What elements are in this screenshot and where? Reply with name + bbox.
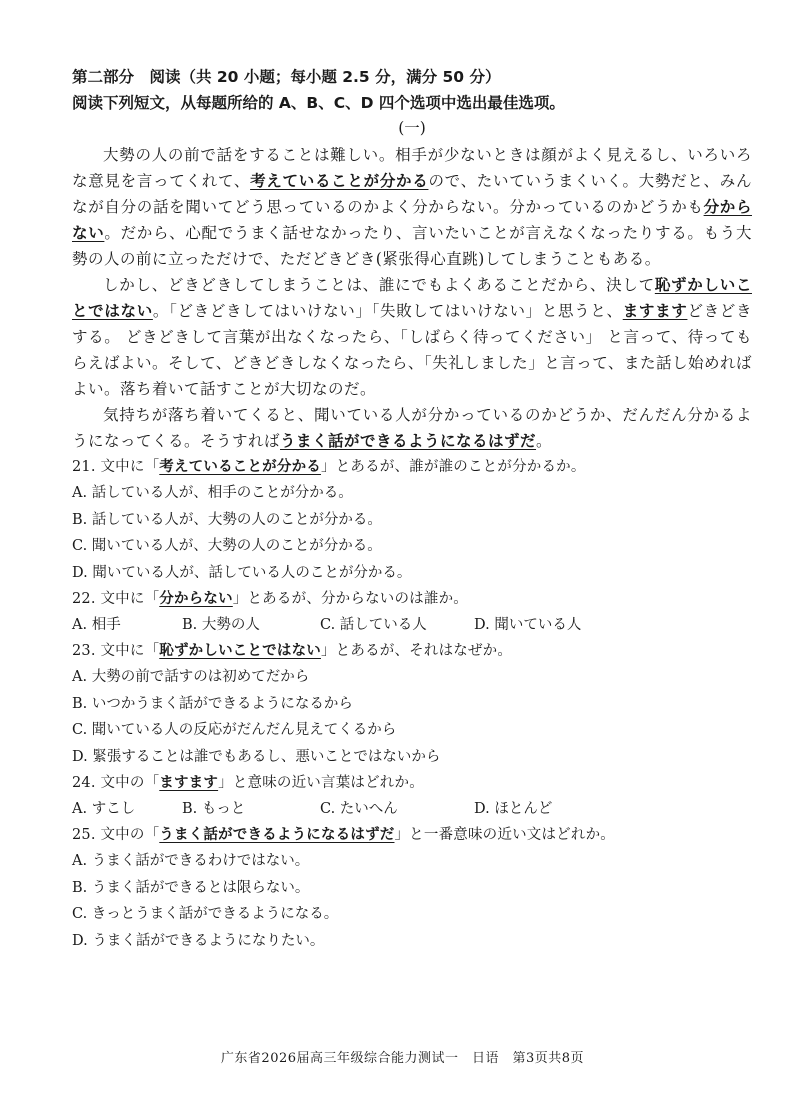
question-text: 25. 文中の「 <box>72 827 160 843</box>
option-24-c: C. たいへん <box>320 801 398 817</box>
text-run: 。「どきどきしてはいけない」「失敗してはいけない」と思うと、 <box>152 302 623 320</box>
section-instructions: 阅读下列短文，从每题所给的 A、B、C、D 四个选项中选出最佳选项。 <box>72 94 565 112</box>
option-23-a: A. 大勢の前で話すのは初めてだから <box>72 669 310 685</box>
option-23-b: B. いつかうまく話ができるようになるから <box>72 695 353 712</box>
option-22-a: A. 相手 <box>72 617 121 633</box>
option-25-b: B. うまく話ができるとは限らない。 <box>72 879 310 896</box>
question-23 <box>72 638 752 664</box>
option-22-b: B. 大勢の人 <box>182 617 260 633</box>
underlined-phrase-21: 考えていることが分かる <box>250 171 429 190</box>
question-text: 」とあるが、誰が誰のことが分かるか。 <box>320 459 586 475</box>
question-text: 21. 文中に「 <box>72 459 160 475</box>
passage-paragraph-1 <box>72 142 752 272</box>
underlined-phrase-22: 分からない <box>72 197 752 242</box>
question-25 <box>72 822 752 848</box>
option-24-d: D. ほとんど <box>474 801 553 817</box>
option-21-b: B. 話している人が、大勢の人のことが分かる。 <box>72 511 382 528</box>
section-heading: 第二部分 阅读（共 20 小题；每小题 2.5 分，满分 50 分） <box>72 68 501 86</box>
question-text: 」と一番意味の近い文はどれか。 <box>394 827 615 843</box>
question-quote: うまく話ができるようになるはずだ <box>159 826 395 843</box>
option-22-d: D. 聞いている人 <box>474 617 582 633</box>
question-24 <box>72 770 752 796</box>
underlined-phrase-24: ますます <box>622 301 688 320</box>
option-22-c: C. 話している人 <box>320 617 427 633</box>
question-quote: ますます <box>159 774 219 791</box>
options-22 <box>72 612 752 638</box>
option-23-c: C. 聞いている人の反応がだんだん見えてくるから <box>72 722 397 738</box>
question-text: 23. 文中に「 <box>72 643 160 659</box>
option-23-d: D. 緊張することは誰でもあるし、悪いことではないから <box>72 748 441 765</box>
option-25-a: A. うまく話ができるわけではない。 <box>72 853 310 869</box>
question-text: 」とあるが、それはなぜか。 <box>320 643 513 659</box>
text-run: 大勢の人の前で話をすることは難しい。相手が少ないときは顔がよく見えるし、いろいろな意見を言ってくれて、 <box>72 146 752 190</box>
question-text: 」とあるが、分からないのは誰か。 <box>232 591 468 607</box>
question-text: 」と意味の近い言葉はどれか。 <box>218 775 424 791</box>
text-run: 気持ちが落ち着いてくると、聞いている人が分かっているのかどうか、だんだん分かるようになってくる。そうすれば <box>72 406 752 450</box>
options-24 <box>72 796 752 822</box>
question-21 <box>72 454 752 480</box>
text-run: ので、たいていうまくいく。大勢だと、みんなが自分の話を聞いてどう思っているのかよく分からない。分かっているのかどうかも <box>72 172 752 216</box>
passage-paragraph-3 <box>72 402 752 454</box>
option-25-d: D. うまく話ができるようになりたい。 <box>72 932 325 949</box>
question-text: 22. 文中に「 <box>72 591 160 607</box>
exam-page <box>72 64 752 954</box>
option-21-d: D. 聞いている人が、話している人のことが分かる。 <box>72 564 412 581</box>
passage-number: (一) <box>398 119 426 137</box>
option-24-a: A. すこし <box>72 801 136 817</box>
text-run: しかし、どきどきしてしまうことは、誰にでもよくあることだから、決して <box>103 276 655 294</box>
page-footer: 广东省2026届高三年级综合能力测试一 日语 第3页共8页 <box>220 1051 585 1066</box>
question-quote: 考えていることが分かる <box>159 458 321 475</box>
question-quote: 分からない <box>159 590 233 607</box>
passage-paragraph-2 <box>72 272 752 402</box>
underlined-phrase-25: うまく話ができるようになるはずだ <box>280 431 537 450</box>
option-25-c: C. きっとうまく話ができるようになる。 <box>72 906 339 922</box>
question-22 <box>72 586 752 612</box>
question-quote: 恥ずかしいことではない <box>159 642 321 659</box>
underlined-phrase-23: 恥ずかしいことではない <box>72 275 752 320</box>
option-21-c: C. 聞いている人が、大勢の人のことが分かる。 <box>72 538 382 554</box>
question-text: 24. 文中の「 <box>72 775 160 791</box>
option-24-b: B. もっと <box>182 801 246 817</box>
option-21-a: A. 話している人が、相手のことが分かる。 <box>72 485 353 501</box>
text-run: どきどきする。 どきどきして言葉が出なくなったら、「しばらく待ってください」 と言って、待ってもらえばよい。そして、どきどきしなくなったら、「失礼しました」と言って、また話し始めればよい。落ち着いて話すことが大切なのだ。 <box>72 302 752 398</box>
text-run: 。だから、心配でうまく話せなかったり、言いたいことが言えなくなったりする。もう大勢の人の前に立っただけで、ただどきどき(紧张得心直跳)してしまうこともある。 <box>72 224 752 268</box>
text-run: 。 <box>536 432 553 450</box>
